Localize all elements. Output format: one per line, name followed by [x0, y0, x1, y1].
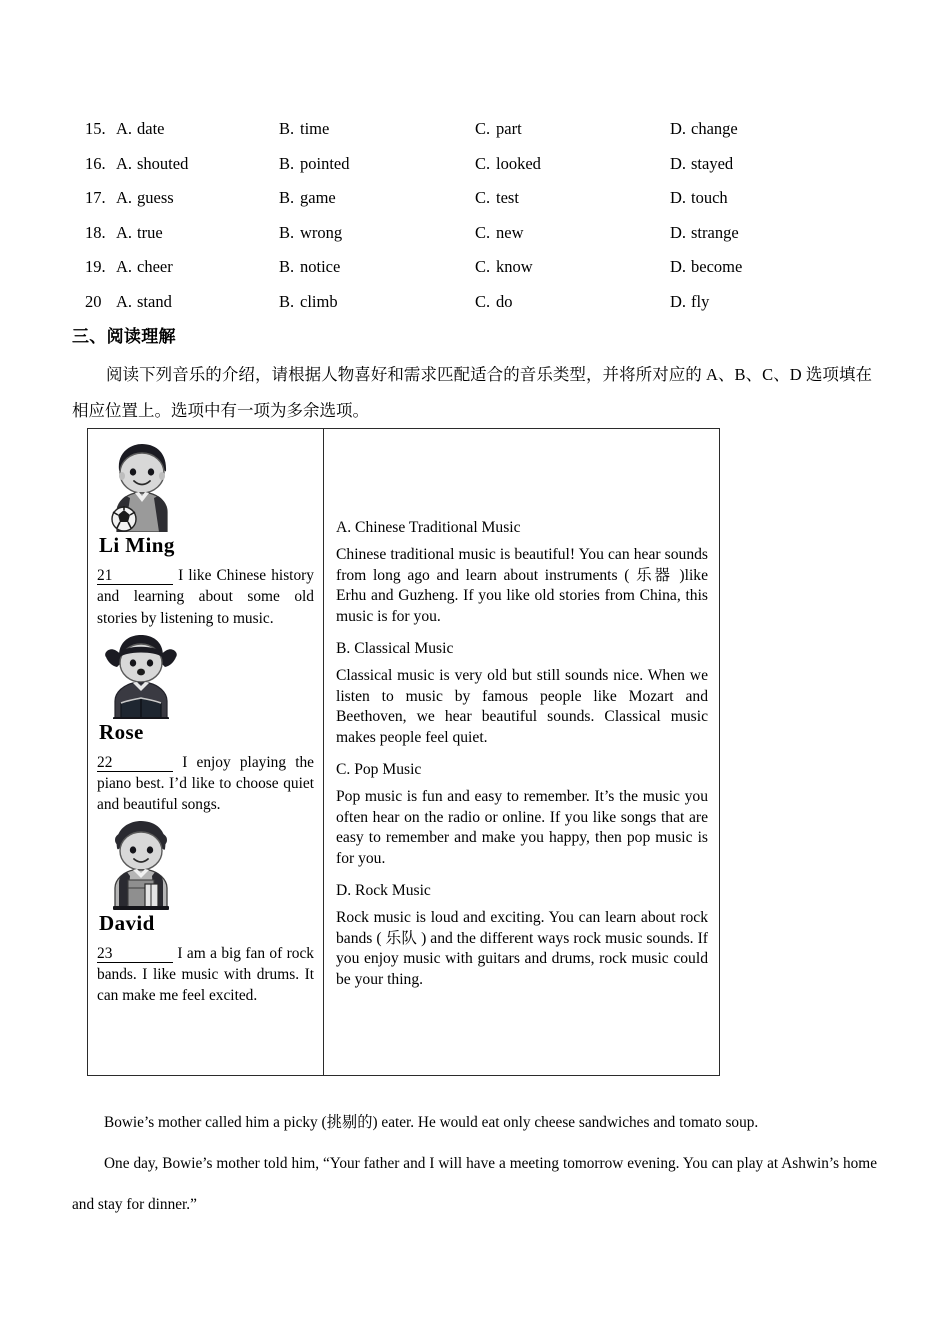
option-a[interactable]: [116, 250, 173, 285]
option-title-b: B. Classical Music: [336, 640, 454, 657]
option-letter-a: A.: [116, 257, 133, 277]
option-text-b: climb: [300, 291, 338, 311]
option-letter-a: A.: [116, 291, 133, 311]
person-description-text: I am a big fan of rock bands. I like music with drums. It can make me feel excited.: [97, 944, 314, 1005]
option-letter-b: B.: [279, 119, 295, 138]
cloze-row: [85, 112, 875, 147]
reading-paragraph-2: One day, Bowie’s mother told him, “Your father and I will have a meeting tomorrow evening. You can play at Ashwin’s home and stay for dinner.”: [72, 1155, 877, 1213]
option-letter-b: B.: [279, 188, 295, 208]
option-title-d: D. Rock Music: [336, 882, 431, 899]
option-c[interactable]: [475, 181, 519, 216]
option-text-b: pointed: [300, 153, 350, 173]
option-d[interactable]: [670, 285, 709, 320]
option-text-d: become: [691, 257, 743, 277]
option-b[interactable]: [279, 147, 350, 182]
option-b[interactable]: [279, 181, 336, 216]
option-letter-d: D.: [670, 153, 687, 173]
option-letter-d: D.: [670, 119, 687, 138]
section-heading: 三、阅读理解: [72, 327, 176, 346]
person-description: [97, 565, 314, 629]
option-letter-a: A.: [116, 153, 133, 173]
option-letter-d: D.: [670, 188, 687, 208]
option-text-a: true: [137, 222, 163, 242]
question-number: 16.: [85, 153, 106, 173]
option-text-c: part: [496, 119, 522, 138]
option-letter-c: C.: [475, 291, 491, 311]
question-number: 19.: [85, 257, 106, 277]
option-letter-b: B.: [279, 291, 295, 311]
answer-blank-21[interactable]: 21: [97, 567, 173, 585]
option-body-c: Pop music is fun and easy to remember. It’s the music you often hear on the radio or online. If you like songs that are easy to remember and make you happy, then pop music is for you.: [336, 788, 708, 867]
option-text-a: cheer: [137, 257, 173, 277]
option-b[interactable]: [279, 250, 340, 285]
option-a[interactable]: [116, 285, 172, 320]
option-b[interactable]: [279, 216, 342, 251]
option-c[interactable]: [475, 216, 524, 251]
boy-with-backpack-avatar: [97, 818, 185, 910]
question-number: 20: [85, 291, 102, 311]
cloze-row: [85, 216, 875, 251]
option-letter-b: B.: [279, 153, 295, 173]
option-body-b: Classical music is very old but still sounds nice. When we listen to music by famous people like Mozart and Beethoven, we hear beautiful sounds. Classical music makes people feel quiet.: [336, 667, 708, 746]
option-a[interactable]: [116, 216, 163, 251]
option-c[interactable]: [475, 147, 541, 182]
option-letter-b: B.: [279, 222, 295, 242]
boy-with-soccer-ball-avatar: [97, 440, 185, 532]
person-name: Li Ming: [99, 533, 175, 557]
option-a[interactable]: [116, 112, 164, 147]
option-text-d: strange: [691, 222, 739, 242]
cloze-options-block: [85, 112, 875, 320]
option-letter-c: C.: [475, 188, 491, 208]
option-text-c: do: [496, 291, 513, 311]
person-description-text: I enjoy playing the piano best. I’d like to choose quiet and beautiful songs.: [97, 753, 314, 814]
option-letter-d: D.: [670, 257, 687, 277]
option-text-a: shouted: [137, 153, 189, 173]
option-b[interactable]: [279, 112, 329, 147]
option-letter-c: C.: [475, 153, 491, 173]
option-d[interactable]: [670, 112, 738, 147]
option-body-d: Rock music is loud and exciting. You can learn about rock bands ( 乐队 ) and the different ways rock music sounds. If you enjoy music with guitars and drums, rock music could be your thing.: [336, 909, 708, 988]
reading-passage: [72, 1102, 877, 1225]
option-body-a: Chinese traditional music is beautiful! You can hear sounds from long ago and learn about instruments ( 乐器 )like Erhu and Guzheng. If you like old stories from China, this music is for you.: [336, 546, 708, 625]
option-text-c: know: [496, 257, 533, 277]
option-text-c: test: [496, 188, 519, 208]
person-name: Rose: [99, 719, 144, 744]
option-c[interactable]: [475, 250, 533, 285]
question-number: 18.: [85, 222, 106, 242]
option-d[interactable]: [670, 181, 728, 216]
option-text-d: touch: [691, 188, 728, 208]
answer-blank-23[interactable]: 23: [97, 945, 173, 963]
option-letter-a: A.: [116, 222, 133, 242]
option-text-c: new: [496, 222, 524, 242]
option-text-a: guess: [137, 188, 174, 208]
option-letter-d: D.: [670, 291, 687, 311]
person-entry-rose: [97, 631, 314, 816]
music-options-column: [324, 429, 719, 1075]
cloze-row: [85, 181, 875, 216]
option-d[interactable]: [670, 216, 739, 251]
option-text-b: game: [300, 188, 336, 208]
answer-blank-22[interactable]: 22: [97, 754, 173, 772]
option-text-d: fly: [691, 291, 710, 311]
option-text-b: wrong: [300, 222, 343, 242]
person-description: [97, 752, 314, 816]
people-column: [88, 429, 324, 1075]
matching-table: [87, 428, 720, 1076]
person-description: [97, 943, 314, 1007]
option-text-d: change: [691, 119, 738, 138]
option-text-a: date: [137, 119, 165, 138]
option-letter-c: C.: [475, 119, 491, 138]
option-text-b: time: [300, 119, 330, 138]
question-number: 15.: [85, 119, 106, 138]
option-title-c: C. Pop Music: [336, 761, 422, 778]
girl-reading-book-avatar: [97, 631, 185, 719]
person-entry-li-ming: [97, 440, 314, 629]
person-name: David: [99, 910, 155, 935]
option-d[interactable]: [670, 147, 733, 182]
option-c[interactable]: [475, 285, 513, 320]
option-b[interactable]: [279, 285, 338, 320]
reading-paragraph-1: Bowie’s mother called him a picky (挑剔的) eater. He would eat only cheese sandwiches and tomato soup.: [104, 1114, 759, 1131]
option-d[interactable]: [670, 250, 742, 285]
option-letter-b: B.: [279, 257, 295, 277]
cloze-row: [85, 250, 875, 285]
cloze-row: [85, 147, 875, 182]
option-text-b: notice: [300, 257, 341, 277]
person-description-text: I like Chinese history and learning about some old stories by listening to music.: [97, 567, 314, 627]
option-letter-d: D.: [670, 222, 687, 242]
option-text-a: stand: [137, 291, 172, 311]
option-a[interactable]: [116, 147, 188, 182]
person-entry-david: [97, 818, 314, 1007]
option-letter-c: C.: [475, 257, 491, 277]
question-number: 17.: [85, 188, 106, 208]
option-letter-a: A.: [116, 188, 133, 208]
option-text-c: looked: [496, 153, 541, 173]
cloze-row: [85, 285, 875, 320]
option-letter-c: C.: [475, 222, 491, 242]
option-a[interactable]: [116, 181, 174, 216]
option-title-a: A. Chinese Traditional Music: [336, 519, 521, 536]
option-text-d: stayed: [691, 153, 734, 173]
option-c[interactable]: [475, 112, 522, 147]
section-instructions: 阅读下列音乐的介绍，请根据人物喜好和需求匹配适合的音乐类型，并将所对应的 A、B、C、D 选项填在相应位置上。选项中有一项为多余选项。: [72, 365, 872, 420]
option-letter-a: A.: [116, 119, 133, 138]
